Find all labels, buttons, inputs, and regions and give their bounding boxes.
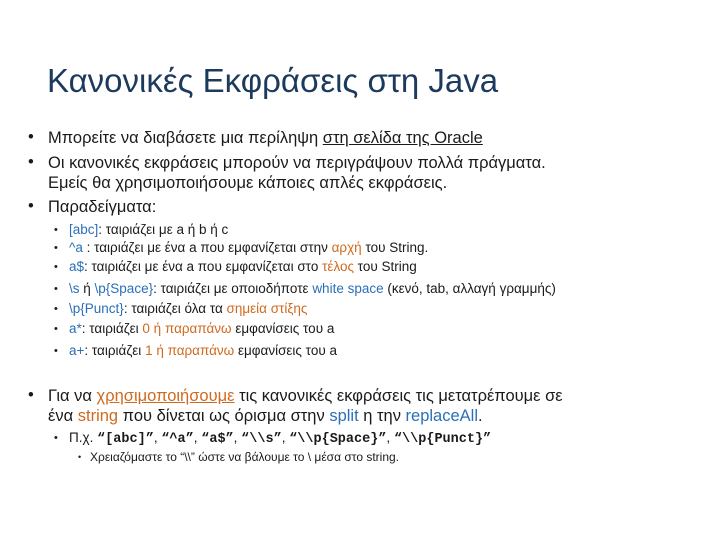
bullet-dot-icon: • bbox=[78, 452, 82, 462]
bullet-dot-icon: • bbox=[54, 283, 58, 295]
example-code: a$ bbox=[69, 259, 85, 274]
example-text: : ταιριάζει με οποιοδήποτε bbox=[153, 281, 313, 296]
bullet-dot-icon: • bbox=[28, 153, 34, 171]
usage-highlight: χρησιμοποιήσουμε bbox=[96, 387, 235, 405]
usage-text: . bbox=[478, 407, 483, 425]
slide: Κανονικές Εκφράσεις στη Java • Μπορείτε να διαβάσετε μια περίληψη στη σελίδα της Oracle • Οι κανονικές εκφράσεις μπορούν να περιγράψουν πολλά πράγματα. Εμείς θα χρησιμοποιήσουμε κάποιες απλές εκφράσεις. • Παραδείγματα: • [abc]: ταιριάζει με a ή b ή c • ^a : ταιριάζει με ένα a που εμφανίζεται στην αρχή του String. • a$: ταιριάζει με ένα a που εμφανίζεται στο τέλος του String • \s ή \p{Space}: ταιριάζει με οποιοδήποτε white space (κενό, tab, αλλαγή γραμμής) • \p{Punct}: ταιριάζει όλα τα σημεία στίξης • a*: ταιριάζει 0 ή παραπάνω εμφανίσεις του a • a+: ταιριάζει 1 ή παραπάνω εμφανίσεις του a • Για να χρησιμοποιήσουμε τις κανονικές εκφράσεις τις μετατρέπουμε σε ένα string που δίνεται ως όρισμα στην split η την replaceAll. • Π.χ. “[abc]”, “^a”, “a$”, “\\s”, “\\p{Space}”, “\\p{Punct}” • Χρειαζόμαστε το “\\” ώστε να βάλουμε το \ μέσα στο string. bbox=[28, 62, 563, 464]
example-code: a+ bbox=[69, 343, 85, 358]
usage-text: τις κανονικές εκφράσεις τις μετατρέπουμε σε bbox=[234, 387, 563, 405]
example-highlight: white space bbox=[312, 281, 384, 296]
example-string: “^a” bbox=[161, 432, 194, 447]
example-highlight: σημεία στίξης bbox=[226, 301, 308, 316]
example-string: “\\p{Punct}” bbox=[393, 432, 492, 447]
example-text: : ταιριάζει bbox=[84, 343, 146, 358]
bullet-description-line2: Εμείς θα χρησιμοποιήσουμε κάποιες απλές εκφράσεις. bbox=[48, 174, 448, 192]
usage-text: που δίνεται ως όρισμα στην bbox=[118, 407, 330, 425]
example-code: \p{Punct} bbox=[69, 301, 124, 316]
usage-replaceall: replaceAll bbox=[405, 407, 479, 425]
example-tail: του String bbox=[354, 259, 417, 274]
oracle-page-link[interactable]: στη σελίδα της Oracle bbox=[322, 129, 483, 147]
example-string: “\\p{Space}” bbox=[289, 432, 387, 447]
example-tail: εμφανίσεις του a bbox=[234, 343, 337, 358]
example-code: a* bbox=[69, 321, 82, 336]
bullet-dot-icon: • bbox=[54, 242, 58, 254]
example-string: “a$” bbox=[201, 432, 234, 447]
bullet-dot-icon: • bbox=[54, 345, 58, 357]
bullet-dot-icon: • bbox=[54, 303, 58, 315]
example-code: [abc] bbox=[69, 222, 99, 237]
bullet-dot-icon: • bbox=[54, 261, 58, 273]
example-strings-prefix: Π.χ. bbox=[69, 430, 98, 445]
example-highlight: αρχή bbox=[331, 240, 362, 255]
bullet-dot-icon: • bbox=[54, 323, 58, 335]
bullet-dot-icon: • bbox=[28, 197, 34, 215]
example-highlight: 0 ή παραπάνω bbox=[142, 321, 232, 336]
example-text: : ταιριάζει με a ή b ή c bbox=[98, 222, 229, 237]
example-string: “[abc]” bbox=[97, 432, 154, 447]
bullet-summary-text: Μπορείτε να διαβάσετε μια περίληψη bbox=[48, 129, 323, 147]
note-text: Χρειαζόμαστε το “\\” ώστε να βάλουμε το \ μέσα στο string. bbox=[90, 450, 400, 464]
example-text: : ταιριάζει με ένα a που εμφανίζεται στο bbox=[84, 259, 323, 274]
bullet-description-line1: Οι κανονικές εκφράσεις μπορούν να περιγράψουν πολλά πράγματα. bbox=[48, 154, 546, 172]
bullet-dot-icon: • bbox=[28, 128, 34, 146]
usage-string: string bbox=[77, 407, 119, 425]
usage-split: split bbox=[329, 407, 359, 425]
bullet-examples-label: Παραδείγματα: bbox=[48, 198, 157, 216]
example-tail: (κενό, tab, αλλαγή γραμμής) bbox=[383, 281, 556, 296]
bullet-dot-icon: • bbox=[28, 386, 34, 404]
usage-text: η την bbox=[358, 407, 406, 425]
example-highlight: τέλος bbox=[322, 259, 355, 274]
example-text: : ταιριάζει όλα τα bbox=[123, 301, 227, 316]
example-tail: του String. bbox=[361, 240, 429, 255]
example-code: \s bbox=[69, 281, 80, 296]
example-highlight: 1 ή παραπάνω bbox=[145, 343, 235, 358]
bullet-dot-icon: • bbox=[54, 224, 58, 236]
bullet-dot-icon: • bbox=[54, 432, 58, 444]
usage-text: ένα bbox=[48, 407, 78, 425]
slide-title: Κανονικές Εκφράσεις στη Java bbox=[47, 62, 499, 99]
example-tail: εμφανίσεις του a bbox=[231, 321, 335, 336]
example-text: : ταιριάζει με ένα a που εμφανίζεται στην bbox=[82, 240, 332, 255]
example-code-alt: \p{Space} bbox=[94, 281, 154, 296]
usage-text: Για να bbox=[48, 387, 97, 405]
example-text: : ταιριάζει bbox=[81, 321, 143, 336]
example-string: “\\s” bbox=[241, 432, 282, 447]
example-mid: ή bbox=[79, 281, 95, 296]
example-code: ^a bbox=[69, 240, 83, 255]
